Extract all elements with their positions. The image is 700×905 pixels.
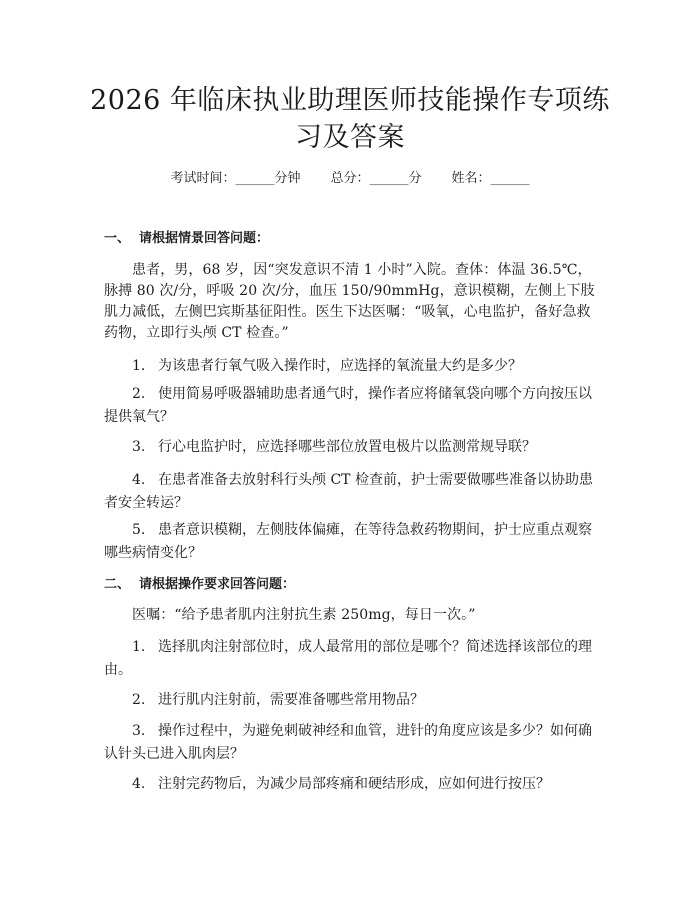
- question-number: 3.: [132, 439, 146, 455]
- question-text: 为该患者行氧气吸入操作时，应选择的氧流量大约是多少？: [158, 358, 522, 374]
- question-text: 使用简易呼吸器辅助患者通气时，操作者应将储氧袋向哪个方向按压以提供氧气？: [104, 386, 592, 425]
- exam-info: [0, 170, 700, 188]
- exam-time-blank: ______: [235, 171, 275, 186]
- question-number: 3.: [132, 723, 146, 739]
- question-item: [104, 469, 600, 515]
- exam-name-label: 姓名：: [451, 171, 491, 186]
- section-intro: 医嘱：“给予患者肌内注射抗生素 250mg，每日一次。”: [132, 607, 476, 623]
- question-number: 5.: [132, 522, 146, 538]
- question-number: 2.: [132, 386, 146, 402]
- question-item: [104, 436, 600, 459]
- question-number: 1.: [132, 358, 146, 374]
- section-heading: 一、 请根据情景回答问题：: [104, 231, 270, 246]
- question-number: 4.: [132, 776, 146, 792]
- question-text: 在患者准备去放射科行头颅 CT 检查前，护士需要做哪些准备以协助患者安全转运？: [104, 472, 593, 511]
- document-title: 2026 年临床执业助理医师技能操作专项练习及答案: [90, 85, 610, 153]
- question-item: [104, 720, 600, 766]
- question-item: [104, 383, 600, 429]
- exam-score-label: 总分：: [330, 171, 370, 186]
- exam-time-unit: 分钟: [274, 171, 301, 186]
- question-number: 2.: [132, 692, 146, 708]
- exam-time-label: 考试时间：: [170, 171, 236, 186]
- question-number: 1.: [132, 639, 146, 655]
- exam-name-blank: ______: [490, 171, 530, 186]
- question-item: [104, 773, 600, 796]
- question-text: 注射完药物后，为减少局部疼痛和硬结形成，应如何进行按压？: [158, 776, 550, 792]
- question-text: 患者意识模糊，左侧肢体偏瘫，在等待急救药物期间，护士应重点观察哪些病情变化？: [104, 522, 592, 561]
- question-item: [104, 636, 600, 682]
- exam-score-blank: ______: [369, 171, 409, 186]
- section-intro: 患者，男，68 岁，因“突发意识不清 1 小时”入院。查体：体温 36.5℃，脉搏 80 次/分，呼吸 20 次/分，血压 150/90mmHg，意识模糊，左侧上下肢肌力减低，左侧巴宾斯基征阳性。医生下达医嘱：“吸氧，心电监护，备好急救药物，立即行头颅 CT 检查。”: [104, 262, 595, 341]
- section-heading: 二、 请根据操作要求回答问题：: [104, 577, 296, 592]
- question-text: 进行肌内注射前，需要准备哪些常用物品？: [158, 692, 424, 708]
- question-item: [104, 519, 600, 565]
- question-number: 4.: [132, 472, 146, 488]
- question-text: 选择肌肉注射部位时，成人最常用的部位是哪个？简述选择该部位的理由。: [104, 639, 592, 678]
- question-text: 行心电监护时，应选择哪些部位放置电极片以监测常规导联？: [158, 439, 536, 455]
- question-text: 操作过程中，为避免刺破神经和血管，进针的角度应该是多少？如何确认针头已进入肌肉层？: [104, 723, 592, 762]
- exam-score-unit: 分: [408, 171, 422, 186]
- question-item: [104, 689, 600, 712]
- question-item: [104, 355, 600, 378]
